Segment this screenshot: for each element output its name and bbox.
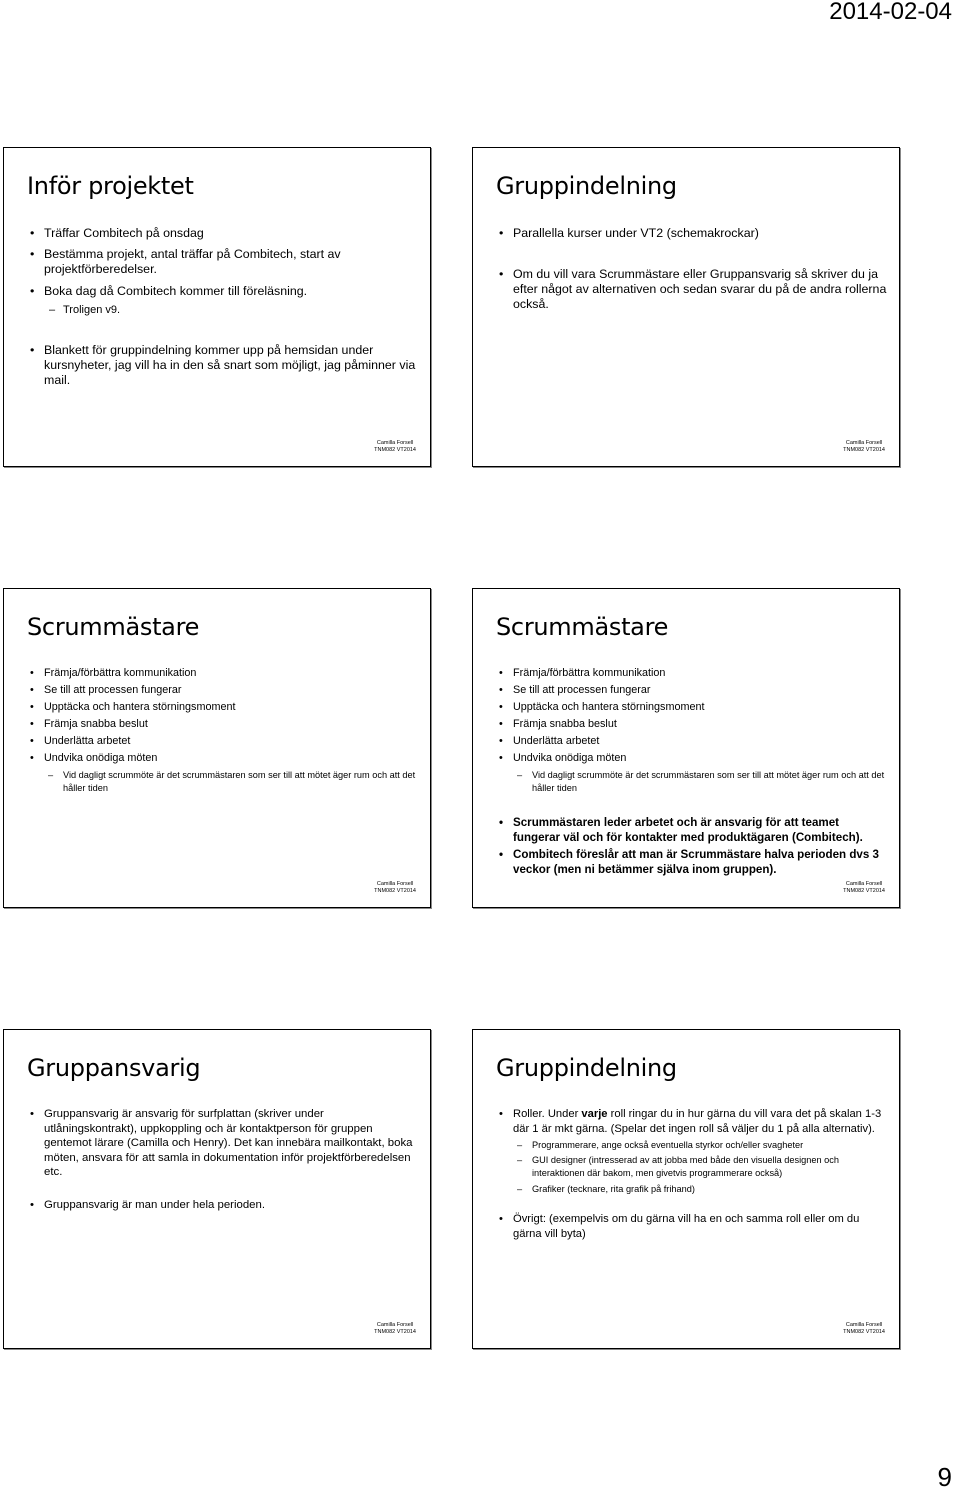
- footer-course: TNM082 VT2014: [843, 447, 885, 453]
- bullet-item: • Undvika onödiga möten: [44, 750, 418, 767]
- bullet-item: • Främja snabba beslut: [44, 716, 418, 733]
- bullet-item: • Gruppansvarig är man under hela perioden.: [44, 1198, 418, 1213]
- roles-prefix: Roller. Under: [513, 1108, 582, 1120]
- bullet-item: • Träffar Combitech på onsdag: [44, 226, 418, 241]
- bullet-item: • Combitech föreslår att man är Scrummästare halva perioden dvs 3 veckor (men ni betämmer själva inom gruppen).: [513, 847, 887, 877]
- bullet-item: • Scrummästaren leder arbetet och är ansvarig för att teamet fungerar väl och för kontakter med produktägaren (Combitech).: [513, 815, 887, 845]
- slide-infor-projektet: [3, 147, 431, 467]
- bullet-item-roles: [513, 1107, 887, 1136]
- footer-author: Camilla Forsell: [376, 440, 414, 446]
- bullet-item: • Undvika onödiga möten: [513, 750, 887, 767]
- sub-bullet-item: – Troligen v9.: [63, 303, 418, 317]
- footer-author: Camilla Forsell: [845, 440, 883, 446]
- slide-title: Scrummästare: [27, 613, 200, 641]
- bullet-item: • Främja snabba beslut: [513, 716, 887, 733]
- footer-course: TNM082 VT2014: [374, 447, 416, 453]
- footer-author: Camilla Forsell: [845, 881, 883, 887]
- slide-gruppansvarig: [3, 1029, 431, 1349]
- slide-scrummastare-1: [3, 588, 431, 908]
- bullet-item: • Bestämma projekt, antal träffar på Combitech, start av projektförberedelser.: [44, 247, 418, 277]
- slide-title: Scrummästare: [496, 613, 669, 641]
- bullet-item: • Upptäcka och hantera störningsmoment: [513, 699, 887, 716]
- slide-title: Inför projektet: [27, 172, 194, 200]
- bullet-item: • Underlätta arbetet: [513, 733, 887, 750]
- footer-course: TNM082 VT2014: [374, 1329, 416, 1335]
- bullet-item: • Övrigt: (exempelvis om du gärna vill ha en och samma roll eller om du gärna vill byta): [513, 1212, 887, 1241]
- bullet-item: • Boka dag då Combitech kommer till föreläsning.: [44, 284, 418, 299]
- slide-title: Gruppindelning: [496, 1054, 677, 1082]
- slide-gruppindelning-1: [472, 147, 900, 467]
- bullet-item: • Blankett för gruppindelning kommer upp på hemsidan under kursnyheter, jag vill ha in den så snart som möjligt, jag påminner via mail.: [44, 343, 418, 388]
- page-number: 9: [937, 1462, 952, 1492]
- bullet-item: • Gruppansvarig är ansvarig för surfplattan (skriver under utlåningskontrakt), uppkoppling och är kontaktperson för gruppen gentemot lärare (Camilla och Henry). Det kan innebära mailkontakt, boka möten, ansvara för att samla in dokumentation inför projektförberedelsen etc.: [44, 1107, 418, 1180]
- slide-title: Gruppindelning: [496, 172, 677, 200]
- footer-course: TNM082 VT2014: [843, 1329, 885, 1335]
- slide-footer: [843, 881, 885, 895]
- sub-bullet-item: – Vid dagligt scrummöte är det scrummästaren som ser till att mötet äger rum och att det håller tiden: [63, 769, 420, 795]
- roles-rest: roll ringar du in hur gärna du vill vara det på skalan 1-3 där 1 är mkt gärna. (Spelar det ingen roll så väljer du 1 på alla alternativ).: [513, 1108, 882, 1135]
- bullet-item: • Parallella kurser under VT2 (schemakrockar): [513, 226, 887, 241]
- slide-footer: [843, 1322, 885, 1336]
- sub-bullet-item: – Grafiker (tecknare, rita grafik på frihand): [532, 1183, 889, 1196]
- slide-gruppindelning-2: [472, 1029, 900, 1349]
- footer-course: TNM082 VT2014: [843, 888, 885, 894]
- sub-bullet-item: – GUI designer (intresserad av att jobba med både den visuella designen och interaktionen där bakom, men givetvis programmerare också): [532, 1154, 889, 1180]
- footer-author: Camilla Forsell: [376, 1322, 414, 1328]
- sub-bullet-item: – Vid dagligt scrummöte är det scrummästaren som ser till att mötet äger rum och att det håller tiden: [532, 769, 889, 795]
- slide-footer: [843, 440, 885, 454]
- bullet-item: • Se till att processen fungerar: [44, 682, 418, 699]
- slide-footer: [374, 440, 416, 454]
- footer-author: Camilla Forsell: [376, 881, 414, 887]
- roles-emphasis: varje: [581, 1108, 608, 1120]
- footer-course: TNM082 VT2014: [374, 888, 416, 894]
- slide-footer: [374, 1322, 416, 1336]
- bullet-item: • Upptäcka och hantera störningsmoment: [44, 699, 418, 716]
- footer-author: Camilla Forsell: [845, 1322, 883, 1328]
- page-date: 2014-02-04: [829, 0, 952, 25]
- slide-footer: [374, 881, 416, 895]
- bullet-item: • Se till att processen fungerar: [513, 682, 887, 699]
- bullet-item: • Främja/förbättra kommunikation: [44, 665, 418, 682]
- sub-bullet-item: – Programmerare, ange också eventuella styrkor och/eller svagheter: [532, 1139, 889, 1152]
- bullet-item: • Underlätta arbetet: [44, 733, 418, 750]
- bullet-item: • Främja/förbättra kommunikation: [513, 665, 887, 682]
- slide-title: Gruppansvarig: [27, 1054, 201, 1082]
- bullet-item: • Om du vill vara Scrummästare eller Gruppansvarig så skriver du ja efter något av alternativen och sedan svarar du på de andra rollerna också.: [513, 267, 887, 312]
- slide-scrummastare-2: [472, 588, 900, 908]
